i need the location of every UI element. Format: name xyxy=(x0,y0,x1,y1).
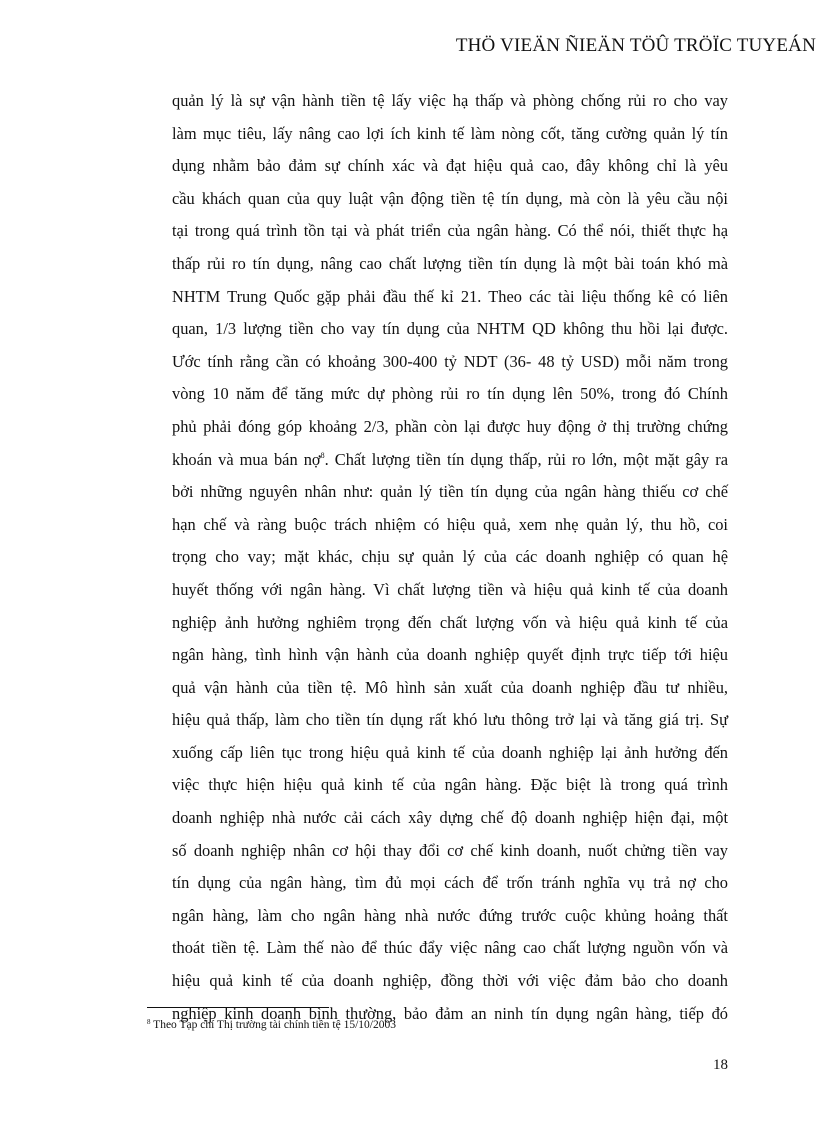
text-line: quan, 1/3 lượng tiền cho vay tín dụng của NHTM QD không thu hồi lại được. xyxy=(172,319,728,339)
text-line: thoát tiền tệ. Làm thế nào để thúc đẩy việc nâng cao chất lượng nguồn vốn và xyxy=(172,938,728,958)
text-line: hiệu quả thấp, làm cho tiền tín dụng rất khó lưu thông trở lại và tăng giá trị. Sự xyxy=(172,710,728,730)
text-line: cầu khách quan của quy luật vận động tiền tệ tín dụng, mà còn là yêu cầu nội xyxy=(172,188,728,208)
text-line: quả vận hành của tiền tệ. Mô hình sản xuất của doanh nghiệp đầu tư nhiều, xyxy=(172,677,728,697)
text-line: thấp rủi ro tín dụng, nâng cao chất lượng tiền tín dụng là một bài toán khó mà xyxy=(172,253,728,273)
text-line: hiệu quả kinh tế của doanh nghiệp, đồng thời với việc đảm bảo cho doanh xyxy=(172,971,728,991)
text-line-tail: . Chất lượng tiền tín dụng thấp, rủi ro lớn, một mặt gây ra xyxy=(324,449,728,469)
text-line: quản lý là sự vận hành tiền tệ lấy việc hạ thấp và phòng chống rủi ro cho vay xyxy=(172,91,728,110)
text-line: hạn chế và ràng buộc trách nhiệm có hiệu quả, xem nhẹ quản lý, thu hồ, coi xyxy=(172,514,728,534)
text-line-with-footnote xyxy=(172,444,728,477)
text-line: huyết thống với ngân hàng. Vì chất lượng tiền và hiệu quả kinh tế của doanh xyxy=(172,579,728,599)
text-line: vòng 10 năm để tăng mức dự phòng rủi ro tín dụng lên 50%, trong đó Chính xyxy=(172,384,728,404)
footnote-marker: 8 xyxy=(147,1018,151,1026)
footnote-divider xyxy=(147,1007,329,1008)
footnote xyxy=(147,1018,647,1032)
text-line: ngân hàng, tình hình vận hành của doanh nghiệp quyết định trực tiếp tới hiệu xyxy=(172,645,728,665)
text-line: dụng nhằm bảo đảm sự chính xác và đạt hiệu quả cao, đây không chỉ là yêu xyxy=(172,156,728,176)
text-line: doanh nghiệp nhà nước cải cách xây dựng chế độ doanh nghiệp hiện đại, một xyxy=(172,808,728,828)
footnote-text: Theo Tạp chí Thị trường tài chính tiền tệ 15/10/2003 xyxy=(150,1019,396,1031)
footnote-reference: 8 xyxy=(320,450,325,460)
text-line: xuống cấp liên tục trong hiệu quả kinh tế của doanh nghiệp lại ảnh hưởng đến xyxy=(172,742,728,762)
text-line: nghiệp ảnh hưởng nghiêm trọng đến chất lượng vốn và hiệu quả kinh tế của xyxy=(172,612,728,632)
body-paragraph xyxy=(172,85,728,1030)
text-line: ngân hàng, làm cho ngân hàng nhà nước đứng trước cuộc khủng hoảng thất xyxy=(172,905,728,925)
text-line: nghiệp kinh doanh bình thường, bảo đảm an ninh tín dụng ngân hàng, tiếp đó xyxy=(172,1003,728,1023)
text-line: NHTM Trung Quốc gặp phải đầu thế kỉ 21. Theo các tài liệu thống kê có liên xyxy=(172,286,728,306)
text-line: bởi những nguyên nhân như: quản lý tiền tín dụng của ngân hàng thiếu cơ chế xyxy=(172,482,728,502)
text-line: việc thực hiện hiệu quả kinh tế của ngân hàng. Đặc biệt là trong quá trình xyxy=(172,775,728,795)
text-line: tại trong quá trình tồn tại và phát triển của ngân hàng. Có thể nói, thiết thực hạ xyxy=(172,221,728,241)
page-number: 18 xyxy=(713,1057,728,1073)
text-line: làm mục tiêu, lấy nâng cao lợi ích kinh tế làm nòng cốt, tăng cường quản lý tín xyxy=(172,123,728,143)
text-line: tín dụng của ngân hàng, tìm đủ mọi cách để trốn tránh nghĩa vụ trả nợ cho xyxy=(172,873,728,893)
text-line: phủ phải đóng góp khoảng 2/3, phần còn lại được huy động ở thị trường chứng xyxy=(172,416,728,436)
text-line: số doanh nghiệp nhân cơ hội thay đổi cơ chế kinh doanh, nuốt chửng tiền vay xyxy=(172,840,728,860)
text-line-head: khoán và mua bán nợ xyxy=(172,449,321,469)
page-header: THÖ VIEÄN ÑIEÄN TÖÛ TRÖÏC TUYEÁN xyxy=(455,35,816,56)
text-line: trọng cho vay; mặt khác, chịu sự quản lý của các doanh nghiệp có quan hệ xyxy=(172,547,728,567)
text-line: Ước tính rằng cần có khoảng 300-400 tỷ NDT (36- 48 tỷ USD) mỗi năm trong xyxy=(172,351,728,371)
